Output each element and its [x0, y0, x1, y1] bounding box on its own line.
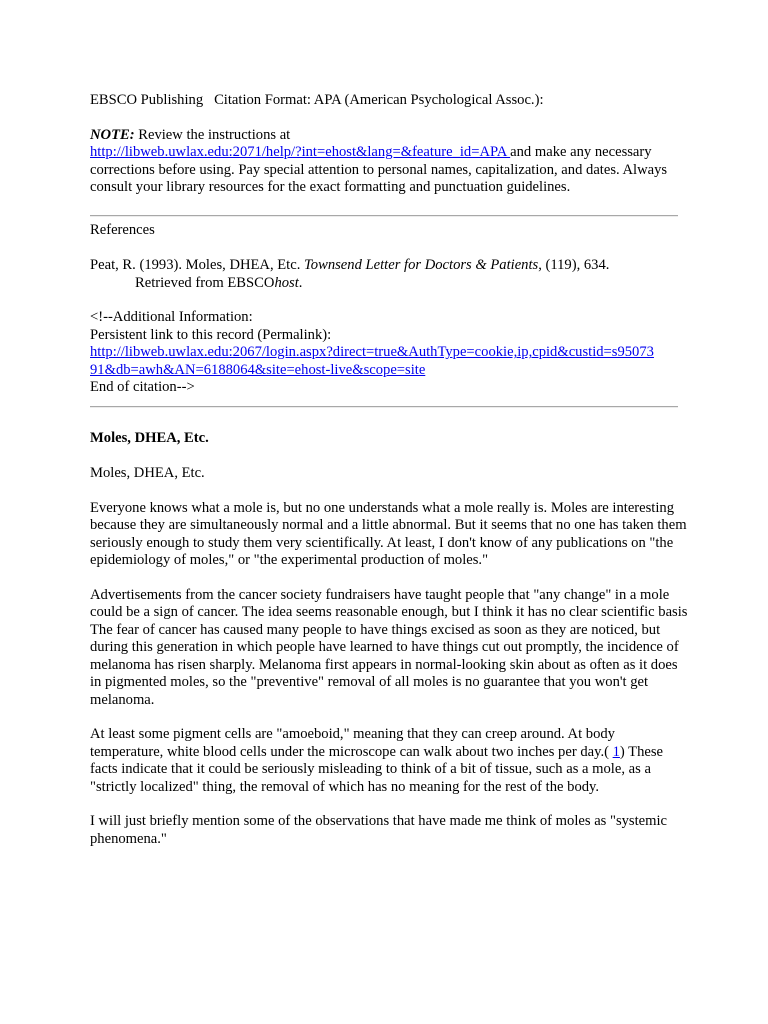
- end-of-citation: End of citation-->: [90, 379, 195, 396]
- additional-info-open: <!--Additional Information:: [90, 309, 253, 326]
- article-paragraph-3: [90, 726, 690, 796]
- document-content: [90, 92, 690, 848]
- paragraph-3-text-after: ) These facts indicate that it could be seriously misleading to think of a bit of tissue, such as a mole, as a "strictly localized" thing, the removal of which has no meaning for the rest of the body.: [90, 743, 664, 795]
- article-paragraph-2: Advertisements from the cancer society fundraisers have taught people that "any change" in a mole could be a sign of cancer. The idea seems reasonable enough, but I think it has no clear scientific basis The fear of cancer has caused many people to have things excised as soon as they are noticed, but during this generation in which people have learned to have things cut out promptly, the incidence of melanoma has risen sharply. Melanoma first appears in normal-looking skin about as often as it does in pigmented moles, so the "preventive" removal of all moles is no guarantee that you won't get melanoma.: [90, 587, 688, 708]
- citation-retrieved: [90, 275, 302, 291]
- citation-journal: Townsend Letter for Doctors & Patients: [304, 257, 539, 274]
- citation-retrieved-prefix: Retrieved from EBSCO: [135, 274, 275, 291]
- note-text-after: and make any necessary corrections before using. Pay special attention to personal names, capitalization, and dates. Always consult your library resources for the exact formatting and punctuation guidelines.: [90, 144, 668, 196]
- note-text-before: Review the instructions at: [134, 126, 291, 143]
- divider-top: [90, 215, 678, 217]
- note-paragraph: [90, 127, 690, 197]
- permalink-line-1: http://libweb.uwlax.edu:2067/login.aspx?direct=true&AuthType=cookie,ip,cpid&custid=s95073: [90, 344, 654, 361]
- article-subtitle: Moles, DHEA, Etc.: [90, 465, 205, 482]
- note-label: NOTE:: [90, 126, 135, 143]
- citation-retrieved-host: host: [274, 274, 299, 291]
- article-title: Moles, DHEA, Etc.: [90, 430, 209, 447]
- references-heading: References: [90, 222, 155, 239]
- citation-author-title: Peat, R. (1993). Moles, DHEA, Etc.: [90, 257, 305, 274]
- footnote-1-link[interactable]: 1: [612, 743, 620, 760]
- article-paragraph-4: I will just briefly mention some of the observations that have made me think of moles as "systemic phenomena.": [90, 813, 668, 847]
- reference-citation: [90, 257, 690, 292]
- citation-format-header: EBSCO Publishing Citation Format: APA (American Psychological Assoc.):: [90, 92, 544, 108]
- permalink-line-2: 91&db=awh&AN=6188064&site=ehost-live&scope=site: [90, 361, 426, 378]
- apa-help-link[interactable]: http://libweb.uwlax.edu:2071/help/?int=ehost&lang=&feature_id=APA: [90, 144, 511, 161]
- citation-retrieved-suffix: .: [298, 274, 303, 291]
- permalink-link[interactable]: [90, 344, 654, 377]
- permalink-label: Persistent link to this record (Permalink):: [90, 326, 332, 343]
- paragraph-3-text-before: At least some pigment cells are "amoeboid," meaning that they can creep around. At body temperature, white blood cells under the microscope can walk about two inches per day.(: [90, 726, 615, 760]
- additional-info-block: [90, 309, 690, 396]
- article-paragraph-1: Everyone knows what a mole is, but no one understands what a mole really is. Moles are interesting because they are simultaneously normal and a little abnormal. But it seems that no one has taken them seriously enough to study them very scientifically. At least, I don't know of any publications on "the epidemiology of moles," or "the experimental production of moles.": [90, 500, 687, 569]
- divider-bottom: [90, 406, 678, 408]
- citation-issue-pages: , (119), 634.: [538, 257, 610, 274]
